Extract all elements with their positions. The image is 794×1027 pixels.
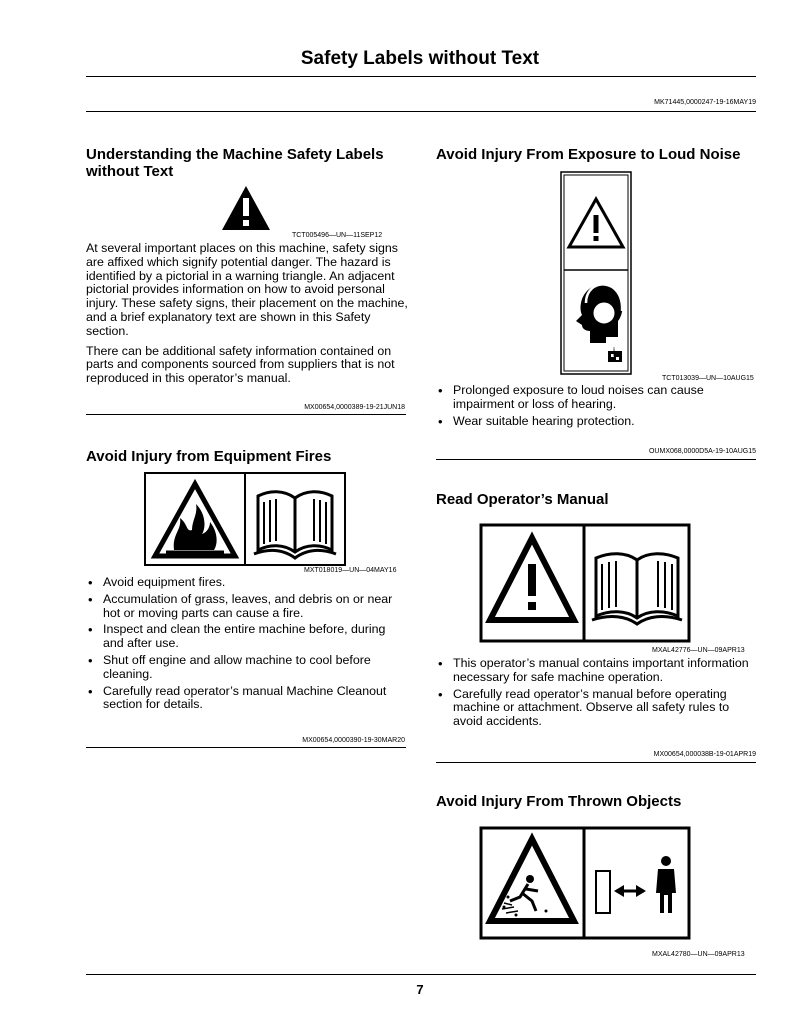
heading-understanding-labels: Understanding the Machine Safety Labels without Text [86,146,384,180]
list-item: • Inspect and clean the entire machine before, during and after use. [86,623,408,651]
heading-thrown-objects: Avoid Injury From Thrown Objects [436,793,682,810]
list-item: • Carefully read operator’s manual Machine Cleanout section for details. [86,685,408,713]
figure-caption-fires: MXT018019—UN—04MAY16 [304,567,397,574]
figure-caption-understanding: TCT005496—UN—11SEP12 [292,232,383,239]
label-small-code: TCAR6696 [612,347,616,362]
heading-read-manual: Read Operator’s Manual [436,491,609,508]
header-rule [86,76,756,77]
figure-caption-noise: TCT013039—UN—10AUG15 [662,375,754,382]
warning-triangle-icon [220,184,272,232]
fire-safety-label [144,472,346,566]
noise-ref-id: OUMX068,0000D5A-19-10AUG15 [648,448,756,455]
list-item: • Wear suitable hearing protection. [436,415,756,429]
understanding-paragraph-1: At several important places on this machine, safety signs are affixed which signify potential danger. The hazard is identified by a pictorial in a warning triangle. An adjacent pictorial provides information on how to avoid personal injury. These safety signs, their placement on the machine, and a brief explanatory text are shown in this Safety section. [86,241,408,338]
fires-bullet-list [86,576,408,715]
list-item: • Prolonged exposure to loud noises can cause impairment or loss of hearing. [436,384,756,412]
manual-safety-label [480,524,690,642]
understanding-body [86,242,408,392]
section-divider [436,762,756,763]
figure-caption-manual: MXAL42776—UN—09APR13 [652,647,745,654]
header-rule-bottom [86,111,756,112]
noise-safety-label [560,171,632,375]
list-item: • Avoid equipment fires. [86,576,408,590]
section-ref-id: MK71445,0000247-19-16MAY19 [654,99,756,106]
section-divider [86,414,406,415]
heading-equipment-fires: Avoid Injury from Equipment Fires [86,448,332,465]
page-title: Safety Labels without Text [300,48,540,69]
figure-caption-thrown: MXAL42780—UN—09APR13 [652,951,745,958]
footer-rule [86,974,756,975]
understanding-paragraph-2: There can be additional safety information contained on parts and components sourced from suppliers that is not reproduced in this operator’s manual. [86,343,395,386]
list-item: • Carefully read operator’s manual before operating machine or attachment. Observe all safety rules to avoid accidents. [436,688,758,729]
list-item: • Shut off engine and allow machine to cool before cleaning. [86,654,408,682]
manual-ref-id: MX00654,000038B-19-01APR19 [653,751,756,758]
open-book-icon [254,492,336,558]
noise-bullet-list [436,384,756,431]
list-item: • This operator’s manual contains important information necessary for safe machine operation. [436,657,758,685]
manual-bullet-list [436,657,758,732]
list-item: • Accumulation of grass, leaves, and debris on or near hot or moving parts can cause a fire. [86,593,408,621]
fires-ref-id: MX00654,0000390-19-30MAR20 [302,737,405,744]
section-divider [86,747,406,748]
open-book-icon [592,554,682,624]
section-divider [436,459,756,460]
page-number: 7 [416,982,424,997]
thrown-objects-safety-label [480,827,690,939]
understanding-ref-id: MX00654,0000389-19-21JUN18 [304,404,405,411]
heading-loud-noise: Avoid Injury From Exposure to Loud Noise [436,146,741,163]
